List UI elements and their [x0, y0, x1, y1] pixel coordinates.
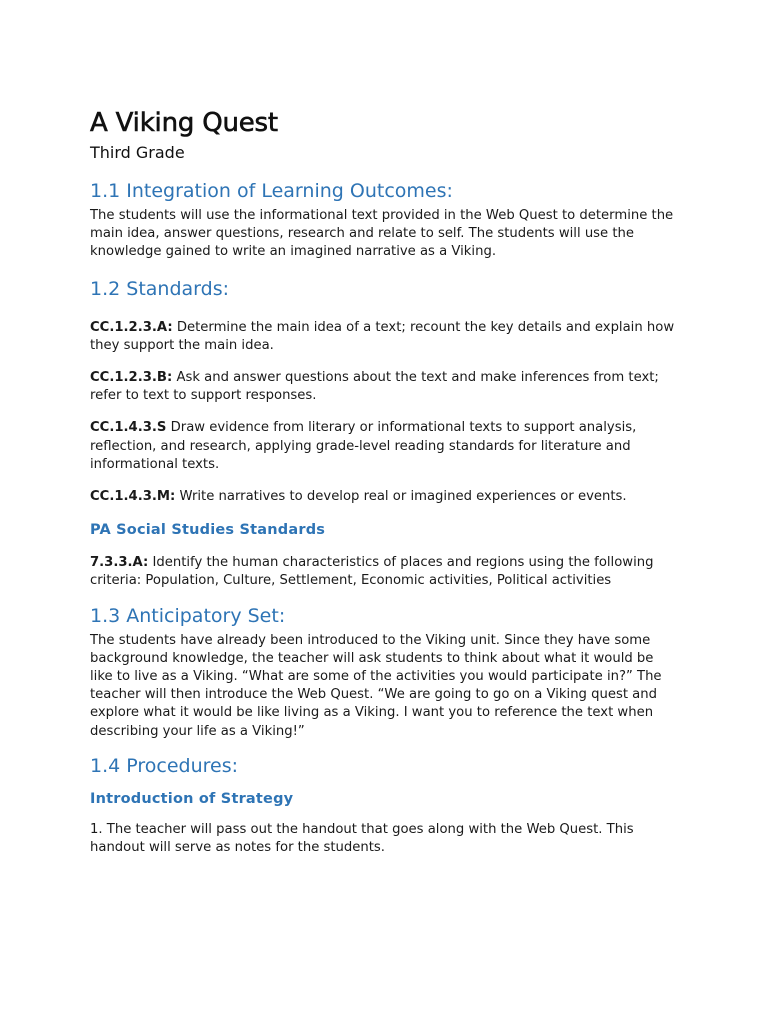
heading-colon: : — [278, 604, 286, 627]
standard-item — [90, 319, 680, 355]
standard-code: CC.1.4.3.M: — [90, 489, 176, 505]
section-heading-standards — [90, 276, 680, 302]
standard-code: CC.1.4.3.S — [90, 420, 167, 436]
standard-item — [90, 488, 680, 506]
standard-item — [90, 419, 680, 474]
section-heading-text: 1.3 Anticipatory Set — [90, 604, 279, 627]
standard-text: Determine the main idea of a text; recount the key details and explain how they support the main idea. — [90, 319, 675, 353]
heading-colon: : — [222, 277, 229, 300]
standard-code: CC.1.2.3.B: — [90, 370, 173, 386]
document-subtitle: Third Grade — [90, 143, 185, 162]
standard-item — [90, 554, 680, 590]
section-heading-text: 1.4 Procedures — [90, 754, 232, 777]
heading-colon: : — [231, 754, 239, 777]
standard-code: CC.1.2.3.A: — [90, 319, 173, 335]
introduction-of-strategy-heading: Introduction of Strategy — [90, 790, 294, 807]
anticipatory-set-paragraph: The students have already been introduced to the Viking unit. Since they have some background knowledge, the teacher will ask students to think about what it would be like to live as a Viking. “What are some of the activities you would participate in?” The teacher will then introduce the Web Quest. “We are going to go on a Viking quest and explore what it would be like living as a Viking. I want you to reference the text when describing your life as a Viking!” — [90, 632, 662, 739]
section-heading-procedures — [90, 753, 680, 779]
document-title: A Viking Quest — [90, 108, 278, 138]
section-heading-integration — [90, 178, 680, 204]
section-heading-text: 1.1 Integration of Learning Outcomes — [90, 180, 447, 202]
section-heading-anticipatory-set — [90, 603, 680, 629]
standard-code: 7.3.3.A: — [90, 555, 149, 571]
heading-colon: : — [446, 180, 453, 202]
integration-paragraph: The students will use the informational text provided in the Web Quest to determine the main idea, answer questions, research and relate to self. The students will use the knowledge gained to write an imagined narrative as a Viking. — [90, 208, 674, 260]
standard-text: Identify the human characteristics of places and regions using the following criteria: Population, Culture, Settlement, Economic activities, Political activities — [90, 555, 654, 589]
section-heading-text: 1.2 Standards — [90, 277, 223, 300]
pa-standards-heading: PA Social Studies Standards — [90, 522, 326, 539]
procedure-step: 1. The teacher will pass out the handout that goes along with the Web Quest. This handout will serve as notes for the students. — [90, 821, 634, 856]
document-page — [90, 106, 680, 857]
standard-item — [90, 369, 680, 405]
standard-text: Write narratives to develop real or imagined experiences or events. — [175, 489, 627, 505]
standard-text: Ask and answer questions about the text and make inferences from text; refer to text to support responses. — [90, 370, 659, 404]
standard-text: Draw evidence from literary or informational texts to support analysis, reflection, and research, applying grade-level reading standards for literature and informational texts. — [90, 420, 637, 472]
